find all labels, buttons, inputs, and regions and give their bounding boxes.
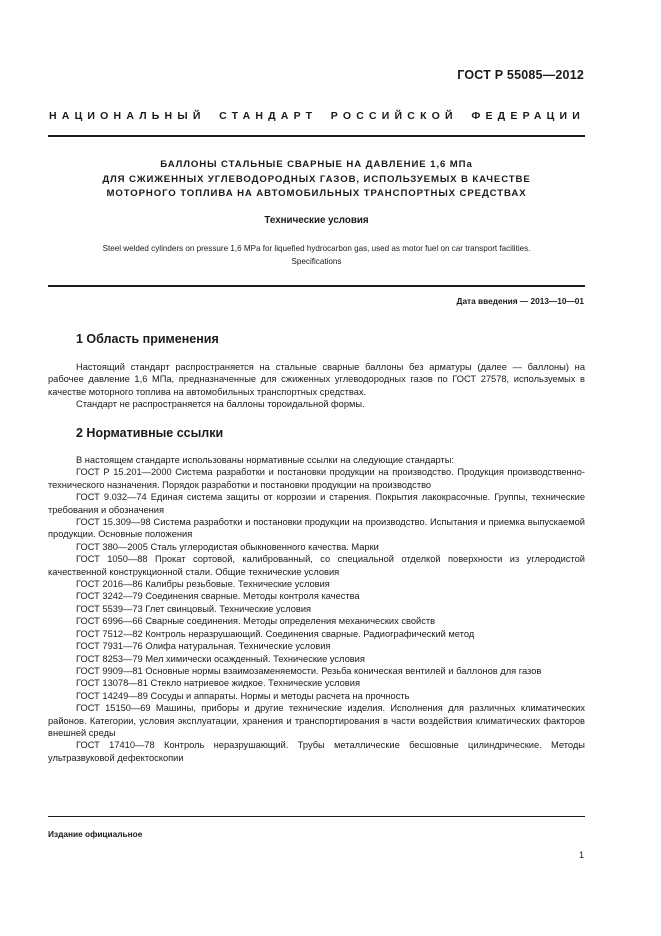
- reference-item: ГОСТ 8253—79 Мел химически осажденный. Технические условия: [76, 653, 365, 664]
- document-title: [48, 158, 585, 202]
- reference-item: ГОСТ 9.032—74 Единая система защиты от коррозии и старения. Покрытия лакокрасочные. Группы, технические требования и обозначения: [48, 492, 585, 515]
- title-line-3: МОТОРНОГО ТОПЛИВА НА АВТОМОБИЛЬНЫХ ТРАНСПОРТНЫХ СРЕДСТВАХ: [106, 188, 527, 199]
- edition-note: Издание официальное: [48, 829, 143, 839]
- title-line-1: БАЛЛОНЫ СТАЛЬНЫЕ СВАРНЫЕ НА ДАВЛЕНИЕ 1,6 МПа: [160, 159, 473, 170]
- national-standard-heading: НАЦИОНАЛЬНЫЙ СТАНДАРТ РОССИЙСКОЙ ФЕДЕРАЦИИ: [49, 110, 585, 122]
- paragraph: В настоящем стандарте использованы нормативные ссылки на следующие стандарты:: [76, 455, 455, 465]
- english-title: [48, 242, 585, 268]
- reference-item: ГОСТ 6996—66 Сварные соединения. Методы определения механических свойств: [76, 616, 436, 627]
- document-subtitle: Технические условия: [264, 215, 369, 226]
- reference-item: ГОСТ 14249—89 Сосуды и аппараты. Нормы и методы расчета на прочность: [76, 690, 410, 701]
- reference-item: ГОСТ 17410—78 Контроль неразрушающий. Трубы металлические бесшовные цилиндрические. Методы ультразвуковой дефектоскопии: [48, 740, 585, 763]
- reference-item: ГОСТ 5539—73 Глет свинцовый. Технические условия: [76, 603, 312, 614]
- footer-divider: [48, 816, 585, 817]
- gost-code: ГОСТ Р 55085—2012: [457, 68, 584, 82]
- reference-item: ГОСТ 15.309—98 Система разработки и постановки продукции на производство. Испытания и приемка выпускаемой продукции. Основные положения: [48, 517, 585, 540]
- title-line-2: ДЛЯ СЖИЖЕННЫХ УГЛЕВОДОРОДНЫХ ГАЗОВ, ИСПОЛЬЗУЕМЫХ В КАЧЕСТВЕ: [102, 173, 531, 185]
- reference-item: ГОСТ 2016—86 Калибры резьбовые. Технические условия: [76, 579, 330, 590]
- paragraph: Стандарт не распространяется на баллоны тороидальной формы.: [76, 399, 365, 410]
- reference-item: ГОСТ 3242—79 Соединения сварные. Методы контроля качества: [76, 591, 360, 602]
- english-title-line-1: Steel welded cylinders on pressure 1,6 MPa for liquefied hydrocarbon gas, used as motor fuel on car transport facilities.: [102, 244, 531, 253]
- title-divider: [48, 285, 585, 287]
- reference-item: ГОСТ 1050—88 Прокат сортовой, калиброванный, со специальной отделкой поверхности из углеродистой качественной конструкционной стали. Общие технические условия: [48, 554, 585, 577]
- reference-item: ГОСТ 380—2005 Сталь углеродистая обыкновенного качества. Марки: [76, 541, 379, 552]
- reference-item: ГОСТ Р 15.201—2000 Система разработки и постановки продукции на производство. Продукция производственно-технического назначения. Порядок разработки и постановки продукции на производство: [48, 467, 585, 490]
- paragraph: Настоящий стандарт распространяется на стальные сварные баллоны без арматуры (далее — баллоны) на рабочее давление 1,6 МПа, предназначенные для сжиженных углеводородных газов по ГОСТ 27578, используемых в качестве моторного топлива на автомобильных транспортных средствах.: [48, 362, 585, 397]
- reference-item: ГОСТ 13078—81 Стекло натриевое жидкое. Технические условия: [76, 678, 360, 689]
- reference-item: ГОСТ 15150—69 Машины, приборы и другие технические изделия. Исполнения для различных климатических районов. Категории, условия эксплуатации, хранения и транспортирования в части воздействия климатических факторов внешней среды: [48, 703, 585, 738]
- section-1-body: [48, 361, 585, 411]
- section-1-title: 1 Область применения: [76, 332, 219, 346]
- introduction-date: Дата введения — 2013—10—01: [456, 296, 584, 306]
- reference-item: ГОСТ 7931—76 Олифа натуральная. Технические условия: [76, 641, 331, 652]
- top-divider: [48, 135, 585, 137]
- reference-item: ГОСТ 9909—81 Основные нормы взаимозаменяемости. Резьба коническая вентилей и баллонов для газов: [76, 665, 542, 676]
- english-title-line-2: Specifications: [291, 257, 342, 266]
- reference-item: ГОСТ 7512—82 Контроль неразрушающий. Соединения сварные. Радиографический метод: [76, 628, 475, 639]
- section-2-body: [48, 454, 585, 764]
- page-number: 1: [578, 850, 584, 860]
- section-2-title: 2 Нормативные ссылки: [76, 426, 224, 440]
